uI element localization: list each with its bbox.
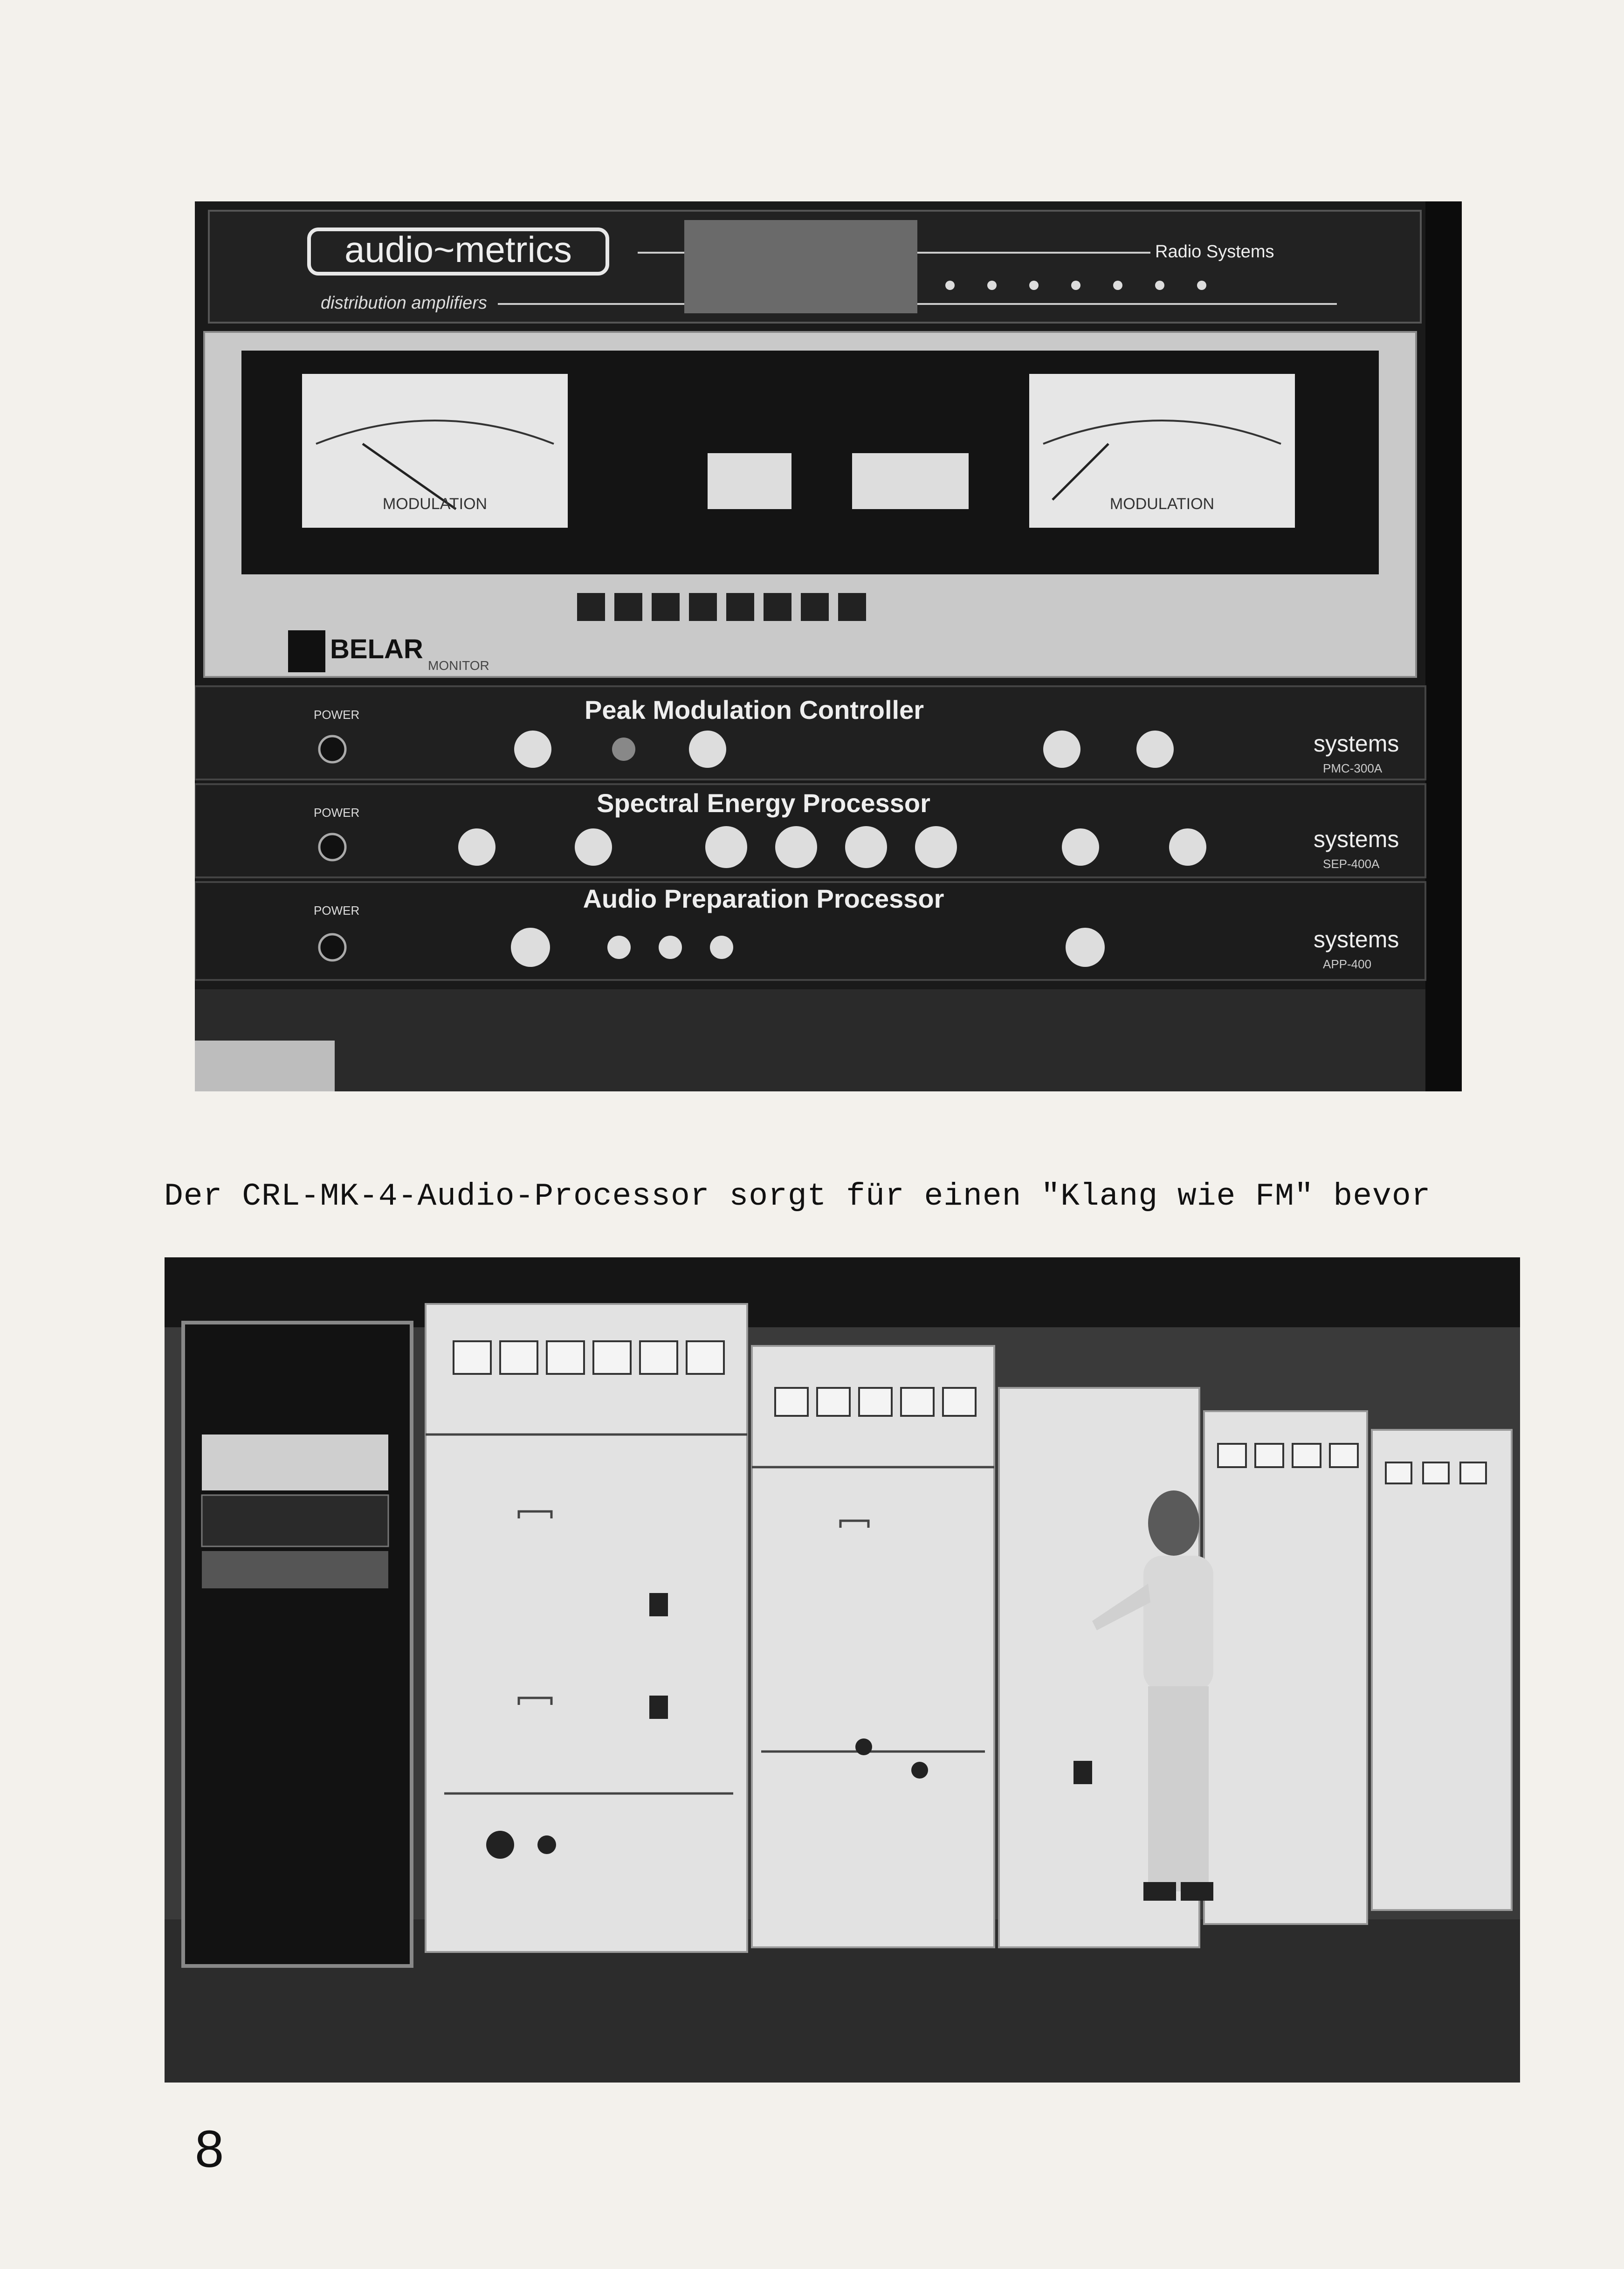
- app-model: APP-400: [1323, 957, 1372, 971]
- pmc-model: PMC-300A: [1323, 761, 1383, 775]
- app-brand: systems: [1314, 926, 1399, 952]
- sep-power-label: POWER: [314, 806, 360, 820]
- sep-title: Spectral Energy Processor: [597, 788, 930, 818]
- sep-model: SEP-400A: [1323, 857, 1380, 871]
- app-title: Audio Preparation Processor: [583, 884, 944, 913]
- pmc-power-label: POWER: [314, 708, 360, 722]
- app-power-label: POWER: [314, 903, 360, 917]
- audio-rack-image: [195, 201, 1462, 1091]
- pmc-brand: systems: [1314, 731, 1399, 757]
- meter-right-label: MODULATION: [1109, 495, 1215, 513]
- photo-transmitter-hall: [165, 1257, 1520, 2083]
- audio-metrics-logo: audio~metrics: [344, 229, 572, 270]
- sep-brand: systems: [1314, 826, 1399, 852]
- radio-systems-label: Radio Systems: [1155, 242, 1274, 262]
- belar-logo: BELAR: [330, 634, 423, 664]
- distribution-label: distribution amplifiers: [321, 293, 487, 313]
- meter-left-label: MODULATION: [382, 495, 488, 513]
- transmitter-image: [165, 1257, 1520, 2083]
- page-number: 8: [195, 2120, 224, 2178]
- pmc-title: Peak Modulation Controller: [584, 695, 924, 724]
- caption-line-1: Der CRL-MK-4-Audio-Processor sorgt für einen "Klang wie FM" bevor: [164, 1179, 1431, 1214]
- monitor-label: MONITOR: [428, 658, 489, 673]
- photo-audio-rack: [195, 201, 1462, 1091]
